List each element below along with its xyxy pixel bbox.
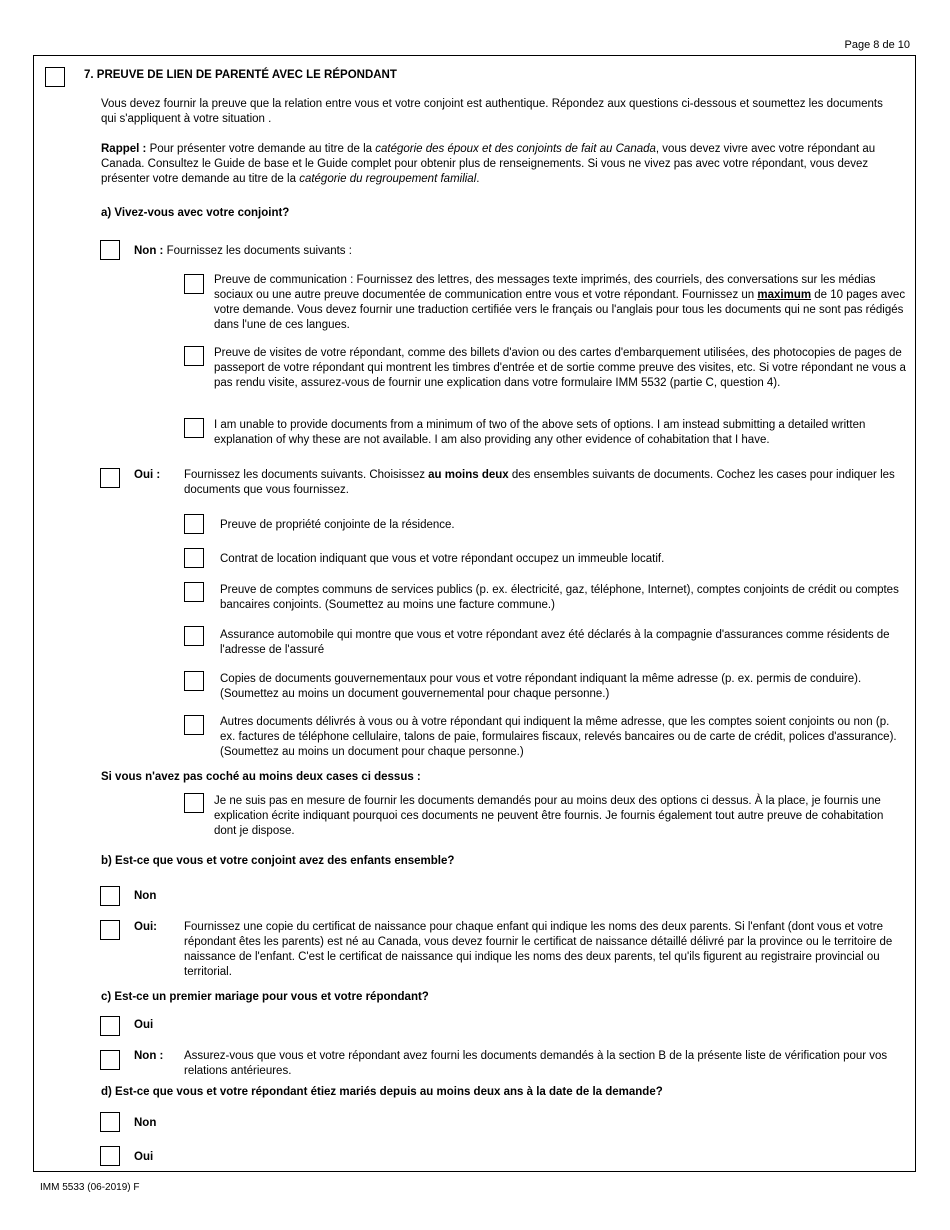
- qa-oui-item-checkbox[interactable]: [184, 582, 204, 602]
- page-number: Page 8 de 10: [844, 39, 910, 51]
- qa-oui-item-text: Autres documents délivrés à vous ou à votre répondant qui indiquent la même adresse, que les comptes soient conjoints ou non (p. ex. factures de téléphone cellulaire, talons de paie, formulaires fiscaux, relevés bancaires ou de carte de crédit, polices d'assurance). (Soumettez au moins un document pour chaque personne.): [220, 716, 897, 758]
- qb-non-checkbox[interactable]: [100, 886, 120, 906]
- qa-oui-item-checkbox[interactable]: [184, 548, 204, 568]
- qb-oui-checkbox[interactable]: [100, 920, 120, 940]
- qa-non-visits-checkbox[interactable]: [184, 346, 204, 366]
- qa-non-checkbox[interactable]: [100, 240, 120, 260]
- rappel-paragraph: Rappel : Pour présenter votre demande au titre de la catégorie des époux et des conjoints de fait au Canada, vous devez vivre avec votre répondant au Canada. Consultez le Guide de base et le Guide complet pour obtenir plus de renseignements. Si vous ne vivez pas avec votre répondant, vous devez présenter votre demande au titre de la catégorie du regroupement familial.: [101, 143, 876, 185]
- qa-if-not-two: Si vous n'avez pas coché au moins deux cases ci dessus :: [101, 771, 421, 783]
- qa-unable-fr-text: Je ne suis pas en mesure de fournir les documents demandés pour au moins deux des options ci dessus. À la place, je fournis une explication écrite indiquant pourquoi ces documents ne peuvent être fournis. Je fournis également tout autre preuve de cohabitation dont je dispose.: [214, 795, 884, 837]
- qa-oui-item-text: Copies de documents gouvernementaux pour vous et votre répondant indiquant la même adresse (p. ex. permis de conduire). (Soumettez au moins un document gouvernemental pour chaque personne.): [220, 673, 862, 700]
- qd-oui-checkbox[interactable]: [100, 1146, 120, 1166]
- qb-oui-text: Fournissez une copie du certificat de naissance pour chaque enfant qui indique les noms des deux parents. Si l'enfant (dont vous et votre répondant êtes les parents) est né au Canada, vous devez fournir le certificat de naissance détaillé délivré par la province ou le territoire de naissance de l'enfant. C'est le certificat de naissance qui indique les noms des deux parents, tel qu'ils figurent au registraire provincial ou territorial.: [184, 921, 893, 978]
- qa-oui-item-checkbox[interactable]: [184, 514, 204, 534]
- qa-oui-item-text: Preuve de propriété conjointe de la résidence.: [220, 519, 455, 531]
- qa-oui-item-text: Assurance automobile qui montre que vous et votre répondant avez été déclarés à la compagnie d'assurances comme résidents de l'adresse de l'assuré: [220, 629, 890, 656]
- qa-oui-item-checkbox[interactable]: [184, 626, 204, 646]
- qc-oui-label: Oui: [134, 1019, 154, 1031]
- qa-oui-label: Oui :: [134, 469, 161, 481]
- qa-non-unable-checkbox[interactable]: [184, 418, 204, 438]
- qa-non-comm-checkbox[interactable]: [184, 274, 204, 294]
- question-c: c) Est-ce un premier mariage pour vous et votre répondant?: [101, 991, 429, 1003]
- qc-non-checkbox[interactable]: [100, 1050, 120, 1070]
- qa-non-visits-text: Preuve de visites de votre répondant, comme des billets d'avion ou des cartes d'embarquement utilisées, des photocopies de pages de passeport de votre répondant qui montrent les timbres d'entrée et de sortie comme preuve des visites, etc. Si votre répondant ne vous a pas rendu visite, assurez-vous de fournir une explication dans votre formulaire IMM 5532 (partie C, question 4).: [214, 347, 906, 389]
- qa-oui-item-text: Contrat de location indiquant que vous et votre répondant occupez un immeuble locatif.: [220, 553, 665, 565]
- qa-oui-item-text: Preuve de comptes communs de services publics (p. ex. électricité, gaz, téléphone, Internet), comptes conjoints de crédit ou comptes bancaires conjoints. (Soumettez au moins une facture commune.): [220, 584, 899, 611]
- qa-non-comm-text: Preuve de communication : Fournissez des lettres, des messages texte imprimés, des courriels, des conversations sur les médias sociaux ou une autre preuve documentée de communication entre vous et votre répondant. Fournissez un maximum de 10 pages avec votre demande. Vous devez fournir une traduction certifiée vers le français ou l'anglais pour tous les documents qui ne sont pas rédigés dans l'une de ces langues.: [214, 274, 906, 331]
- qc-non-text: Assurez-vous que vous et votre répondant avez fourni les documents demandés à la section B de la présente liste de vérification pour vos relations antérieures.: [184, 1050, 888, 1077]
- section-title: 7. PREUVE DE LIEN DE PARENTÉ AVEC LE RÉPONDANT: [84, 69, 397, 81]
- qb-oui-label: Oui:: [134, 921, 157, 933]
- qa-oui-item-checkbox[interactable]: [184, 715, 204, 735]
- qa-non-row: Non : Fournissez les documents suivants :: [134, 245, 352, 257]
- qc-non-label: Non :: [134, 1050, 164, 1062]
- section-intro: Vous devez fournir la preuve que la relation entre vous et votre conjoint est authentique. Répondez aux questions ci-dessous et soumettez les documents qui s'appliquent à votre situation .: [101, 98, 883, 125]
- qa-unable-fr-checkbox[interactable]: [184, 793, 204, 813]
- qb-non-label: Non: [134, 890, 157, 902]
- question-b: b) Est-ce que vous et votre conjoint avez des enfants ensemble?: [101, 855, 455, 867]
- rappel-label: Rappel :: [101, 143, 147, 155]
- qd-non-checkbox[interactable]: [100, 1112, 120, 1132]
- section-7-checkbox[interactable]: [45, 67, 65, 87]
- qa-non-unable-text: I am unable to provide documents from a minimum of two of the above sets of options. I am instead submitting a detailed written explanation of why these are not available. I am also providing any other evidence of cohabitation that I have.: [214, 419, 866, 446]
- qc-oui-checkbox[interactable]: [100, 1016, 120, 1036]
- qa-oui-item-checkbox[interactable]: [184, 671, 204, 691]
- qd-oui-label: Oui: [134, 1151, 154, 1163]
- question-a: a) Vivez-vous avec votre conjoint?: [101, 207, 290, 219]
- question-d: d) Est-ce que vous et votre répondant étiez mariés depuis au moins deux ans à la date de la demande?: [101, 1086, 663, 1098]
- form-footer: IMM 5533 (06-2019) F: [40, 1182, 140, 1193]
- qd-non-label: Non: [134, 1117, 157, 1129]
- qa-oui-checkbox[interactable]: [100, 468, 120, 488]
- qa-oui-text: Fournissez les documents suivants. Choisissez au moins deux des ensembles suivants de documents. Cochez les cases pour indiquer les documents que vous fournissez.: [184, 469, 895, 496]
